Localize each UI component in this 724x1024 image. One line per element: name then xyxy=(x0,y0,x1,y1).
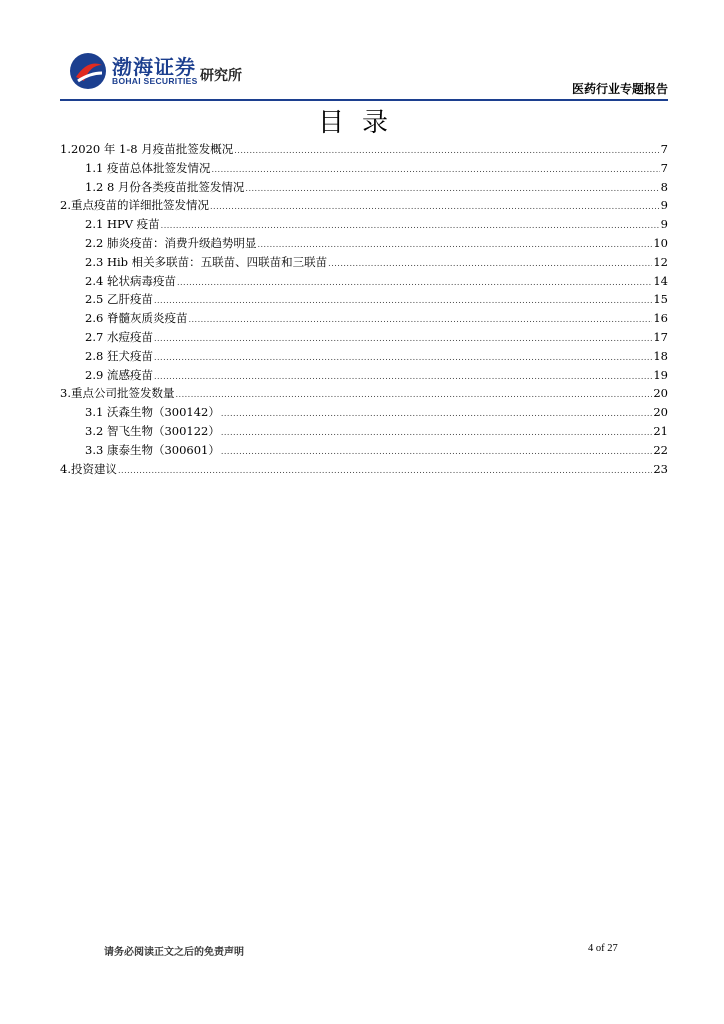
toc-leader-dots xyxy=(154,366,652,385)
toc-entry-page: 19 xyxy=(653,367,668,382)
toc-leader-dots xyxy=(221,441,653,460)
toc-entry-page: 16 xyxy=(653,311,668,326)
toc-entry-page: 20 xyxy=(653,405,668,420)
toc-entry-label: 4.投资建议 xyxy=(60,461,117,476)
toc-entry-page: 15 xyxy=(653,292,668,307)
toc-leader-dots xyxy=(234,140,659,159)
toc-entry-page: 22 xyxy=(653,442,668,457)
institute-label: 研究所 xyxy=(200,68,242,84)
toc-entry-label: 1.1 疫苗总体批签发情况 xyxy=(85,160,211,175)
toc-entry-label: 2.8 狂犬疫苗 xyxy=(85,348,153,363)
toc-entry[interactable] xyxy=(60,403,668,422)
toc-leader-dots xyxy=(257,234,652,253)
toc-entry-page: 20 xyxy=(653,386,668,401)
toc-entry[interactable] xyxy=(60,253,668,272)
toc-leader-dots xyxy=(221,403,653,422)
toc-entry-page: 23 xyxy=(653,461,668,476)
toc-entry-label: 3.1 沃森生物（300142） xyxy=(85,405,220,420)
toc-entry-label: 2.2 肺炎疫苗：消费升级趋势明显 xyxy=(85,235,257,250)
toc-entry-page: 10 xyxy=(653,235,668,250)
toc-entry[interactable] xyxy=(60,159,668,178)
toc-leader-dots xyxy=(328,253,652,272)
toc-entry[interactable] xyxy=(60,309,668,328)
toc-entry-page: 12 xyxy=(653,254,668,269)
report-type: 医药行业专题报告 xyxy=(571,82,668,96)
toc-entry[interactable] xyxy=(60,196,668,215)
toc-leader-dots xyxy=(154,290,652,309)
brand-name-en: BOHAI SECURITIES xyxy=(112,76,198,86)
toc-entry-label: 1.2020 年 1-8 月疫苗批签发概况 xyxy=(60,142,234,156)
toc-entry[interactable] xyxy=(60,272,668,291)
toc-entry-page: 14 xyxy=(653,273,668,288)
toc-entry-page: 7 xyxy=(660,160,668,175)
toc-entry-label: 2.7 水痘疫苗 xyxy=(85,329,153,344)
toc-entry-label: 2.6 脊髓灰质炎疫苗 xyxy=(85,311,188,326)
bohai-logo-icon xyxy=(68,51,108,91)
toc-leader-dots xyxy=(154,347,652,366)
toc-leader-dots xyxy=(154,328,652,347)
toc-entry[interactable] xyxy=(60,460,668,479)
brand-name-cn: 渤海证券 xyxy=(112,55,196,79)
toc-leader-dots xyxy=(175,384,652,403)
toc-entry-page: 8 xyxy=(660,179,668,194)
toc-leader-dots xyxy=(177,272,652,291)
toc-leader-dots xyxy=(245,178,659,197)
toc-entry[interactable] xyxy=(60,215,668,234)
toc-entry[interactable] xyxy=(60,178,668,197)
toc-entry-page: 21 xyxy=(653,423,668,438)
toc-entry[interactable] xyxy=(60,384,668,403)
toc-entry[interactable] xyxy=(60,347,668,366)
page-indicator: 4 of 27 xyxy=(588,943,618,954)
toc-entry[interactable] xyxy=(60,290,668,309)
toc-entry-label: 3.2 智飞生物（300122） xyxy=(85,423,220,438)
toc-entry[interactable] xyxy=(60,422,668,441)
toc-entry[interactable] xyxy=(60,140,668,159)
toc-leader-dots xyxy=(188,309,652,328)
toc-leader-dots xyxy=(210,196,660,215)
toc-entry[interactable] xyxy=(60,234,668,253)
toc-entry-label: 2.5 乙肝疫苗 xyxy=(85,292,153,307)
toc-entry-label: 2.4 轮状病毒疫苗 xyxy=(85,273,176,288)
toc-entry-label: 1.2 8 月份各类疫苗批签发情况 xyxy=(85,179,245,194)
toc-entry-label: 2.1 HPV 疫苗 xyxy=(85,217,160,232)
table-of-contents xyxy=(60,140,668,478)
toc-entry-label: 3.重点公司批签发数量 xyxy=(60,386,175,401)
toc-entry-page: 18 xyxy=(653,348,668,363)
header-divider xyxy=(60,99,668,101)
toc-entry-page: 9 xyxy=(660,198,668,213)
toc-entry-label: 2.9 流感疫苗 xyxy=(85,367,153,382)
toc-leader-dots xyxy=(211,159,659,178)
toc-entry-label: 2.重点疫苗的详细批签发情况 xyxy=(60,198,209,213)
page-header xyxy=(60,45,668,100)
toc-entry-page: 7 xyxy=(660,142,668,156)
footer-disclaimer: 请务必阅读正文之后的免责声明 xyxy=(104,947,244,958)
toc-entry-page: 17 xyxy=(653,329,668,344)
toc-leader-dots xyxy=(221,422,653,441)
toc-entry-label: 2.3 Hib 相关多联苗：五联苗、四联苗和三联苗 xyxy=(85,254,328,269)
toc-leader-dots xyxy=(118,460,652,479)
toc-entry-page: 9 xyxy=(660,217,668,232)
toc-entry[interactable] xyxy=(60,328,668,347)
toc-leader-dots xyxy=(161,215,660,234)
toc-title: 目录 xyxy=(317,108,406,138)
toc-entry-label: 3.3 康泰生物（300601） xyxy=(85,442,220,457)
toc-entry[interactable] xyxy=(60,366,668,385)
toc-entry[interactable] xyxy=(60,441,668,460)
